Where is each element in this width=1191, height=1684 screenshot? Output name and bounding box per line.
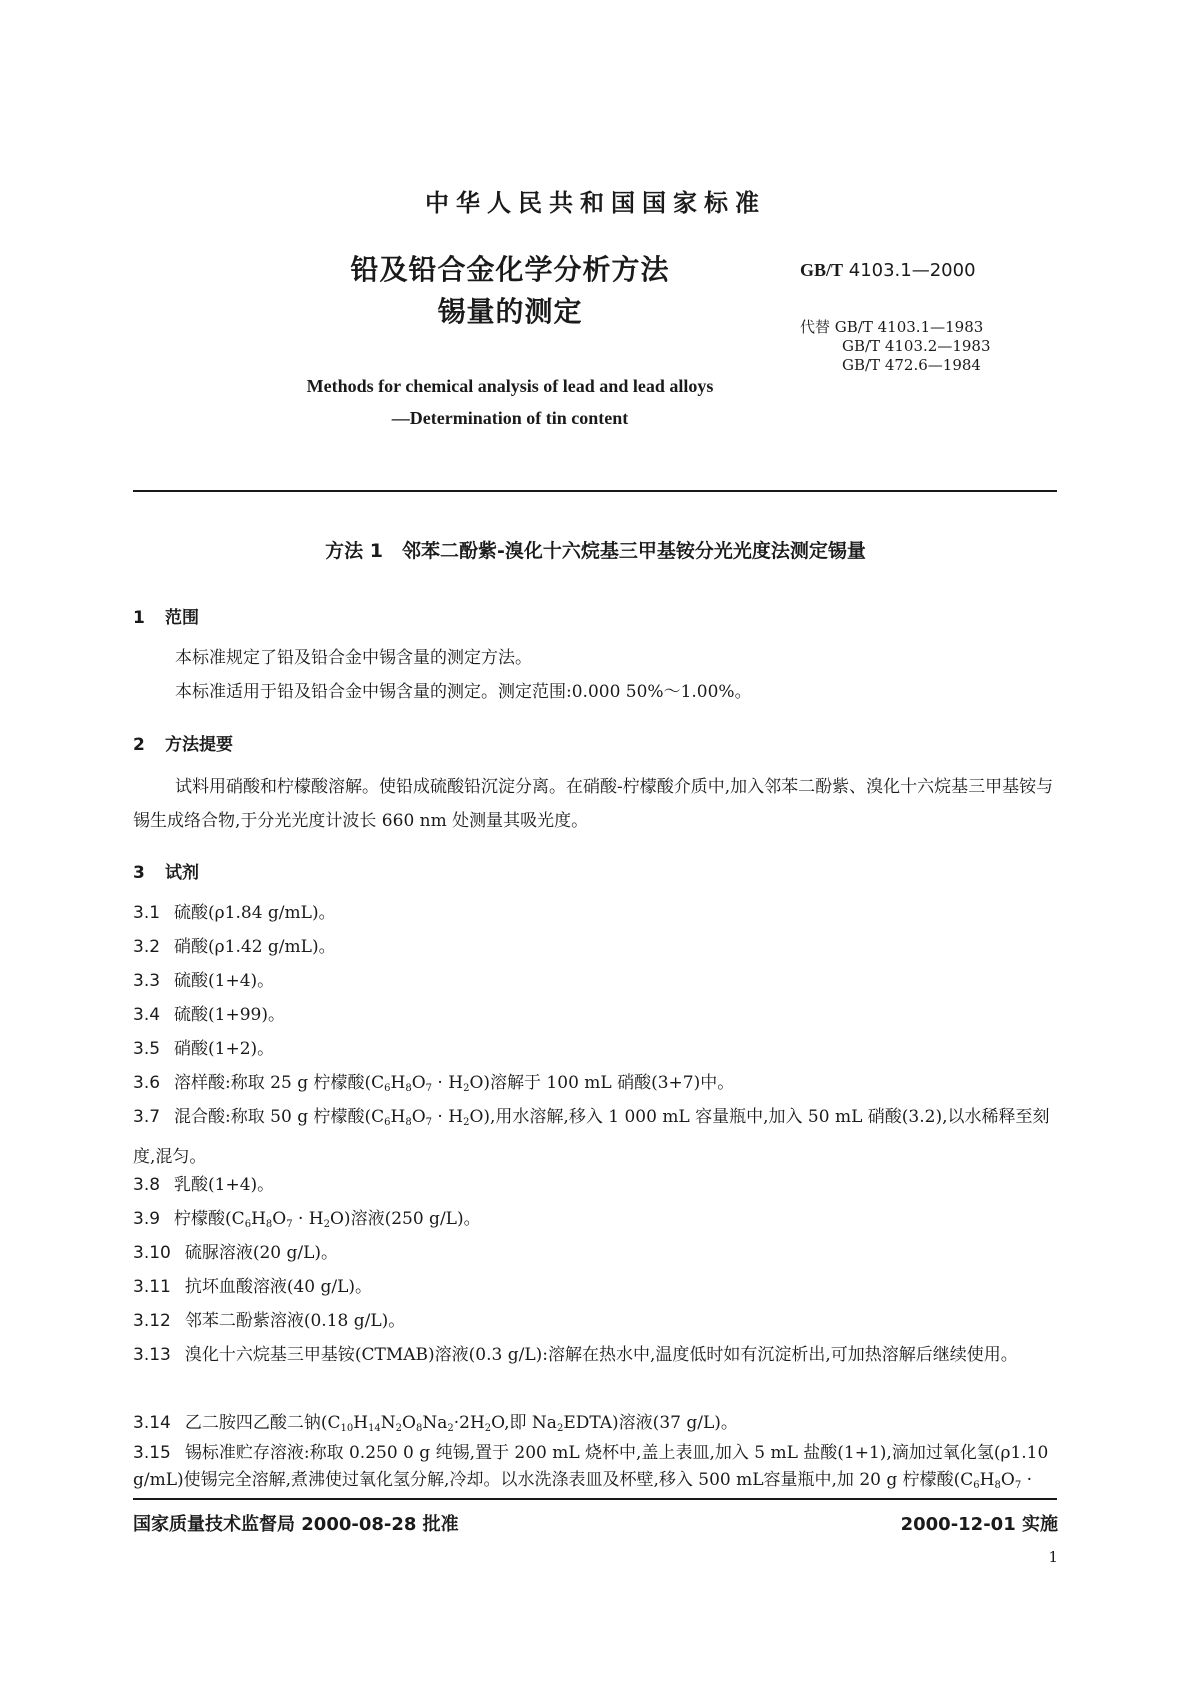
reagent-text: 硝酸(ρ1.42 g/mL)。: [174, 937, 336, 957]
reagent-item: 3.7 混合酸:称取 50 g 柠檬酸$(C_6H_8O_7 \cdot H_2O)$,用水溶解,移入 1 000 mL 容量瓶中,加入 50 mL 硝酸(3.2),以水稀释至刻度,混匀。: [133, 1107, 1050, 1167]
subscript: 7: [425, 1117, 433, 1128]
reagent-item: [133, 964, 1057, 998]
reagent-item: [133, 1032, 1057, 1066]
formula-part: ·: [1026, 1470, 1032, 1490]
reagent-number: 3.5: [133, 1039, 161, 1059]
reagent-item: [133, 930, 1057, 964]
reagent-number: 3.4: [133, 1005, 161, 1025]
subscript: 2: [556, 1423, 564, 1434]
subscript: 7: [1014, 1480, 1022, 1491]
subscript: 8: [994, 1480, 1001, 1491]
reagent-item: 3.6 溶样酸:称取 25 g 柠檬酸$(C_6H_8O_7 \cdot H_2O)$溶解于 100 mL 硝酸(3+7)中。: [133, 1073, 735, 1094]
reagent-text: 硫脲溶液(20 g/L)。: [184, 1243, 339, 1263]
approval-text: 国家质量技术监督局 2000-08-28 批准: [133, 1514, 459, 1535]
reagent-text: 乳酸(1+4)。: [174, 1175, 275, 1195]
section-title: 方法提要: [165, 735, 233, 755]
reagent-number: 3.10: [133, 1243, 171, 1263]
formula-part: O): [469, 1107, 491, 1127]
subscript: 7: [425, 1083, 433, 1094]
reagent-number: 3.1: [133, 903, 161, 923]
reagent-number: 3.6: [133, 1073, 161, 1093]
reagent-number: 3.2: [133, 937, 161, 957]
reagent-text: 乙二胺四乙酸二钠(C: [184, 1413, 341, 1433]
header-title: 中华人民共和国国家标准: [425, 189, 766, 217]
subscript: 2: [484, 1423, 492, 1434]
reagent-text: 柠檬酸(C: [174, 1209, 245, 1229]
reagent-text: 溴化十六烷基三甲基铵(CTMAB)溶液(0.3 g/L):溶解在热水中,温度低时如有沉淀析出,可加热溶解后继续使用。: [184, 1345, 1018, 1365]
paragraph: 本标准适用于铅及铅合金中锡含量的测定。测定范围:0.000 50%～1.00%。: [175, 682, 752, 702]
standard-code-prefix: GB/T: [800, 260, 844, 280]
standard-code: [800, 260, 976, 281]
subscript: 8: [415, 1423, 423, 1434]
subscript: 14: [368, 1423, 381, 1434]
reagent-item: 3.15 锡标准贮存溶液:称取 0.250 0 g 纯锡,置于 200 mL 烧杯中,盖上表皿,加入 5 mL 盐酸(1+1),滴加过氧化氢(ρ1.10 g/mL)使锡完全溶解,煮沸使过氧化氢分解,冷却。以水洗涤表皿及杯壁,移入 500 mL容量瓶中,加 20 g 柠檬酸($C_6H_8O_7$ ·: [133, 1440, 1057, 1494]
section-title: 范围: [165, 608, 199, 628]
reagent-item: [133, 1168, 1057, 1202]
reagent-text: 硫酸(1+4)。: [174, 971, 275, 991]
reagent-item: [133, 896, 1057, 930]
reagent-number: 3.14: [133, 1413, 171, 1433]
reagent-text: 混合酸:称取 50 g 柠檬酸(C: [174, 1107, 385, 1127]
subscript: 10: [340, 1423, 354, 1434]
reagent-text: 溶液(250 g/L)。: [350, 1209, 481, 1229]
subscript: 7: [286, 1219, 293, 1230]
replaces-item: GB/T 472.6—1984: [842, 356, 981, 374]
subscript: 2: [463, 1117, 470, 1128]
implementation-text: 2000-12-01 实施: [900, 1514, 1058, 1535]
header-divider: [133, 490, 1057, 492]
reagent-number: 3.12: [133, 1311, 171, 1331]
reagent-text: 硫酸(ρ1.84 g/mL)。: [174, 903, 336, 923]
reagent-number: 3.15: [133, 1443, 171, 1463]
section-heading-1: [133, 603, 199, 628]
reagent-item: [133, 1236, 1057, 1270]
subscript: 2: [463, 1083, 470, 1094]
reagent-text: 邻苯二酚紫溶液(0.18 g/L)。: [184, 1311, 406, 1331]
en-title-line1: Methods for chemical analysis of lead and lead alloys: [306, 376, 714, 396]
section-heading-3: [133, 858, 199, 883]
formula-part: O): [330, 1209, 351, 1229]
reagent-text: ,即 Na: [504, 1413, 557, 1433]
subscript: 6: [384, 1117, 391, 1128]
footer-divider: [133, 1498, 1057, 1500]
subscript: 6: [973, 1480, 980, 1491]
reagent-number: 3.8: [133, 1175, 161, 1195]
en-title-line2: —Determination of tin content: [391, 408, 629, 428]
reagent-text: 溶解于 100 mL 硝酸(3+7)中。: [490, 1073, 735, 1093]
cn-title-line1: 铅及铅合金化学分析方法: [350, 253, 670, 286]
replaces-label: 代替: [800, 318, 831, 336]
subscript: 6: [384, 1083, 391, 1094]
standard-code-number: 4103.1—2000: [848, 260, 976, 281]
reagent-text: 锡标准贮存溶液:称取 0.250 0 g 纯锡,置于 200 mL 烧杯中,盖上表皿,加入 5 mL 盐酸(1+1),滴加过氧化氢(ρ1.10 g/mL)使锡完全溶解,煮沸使过氧化氢分解,冷却。以水洗涤表皿及杯壁,移入 500 mL容量瓶中,加 20 g 柠檬酸(C: [133, 1443, 1049, 1490]
formula-part: ·2H: [453, 1413, 485, 1433]
reagent-item: [133, 998, 1057, 1032]
reagent-number: 3.3: [133, 971, 161, 991]
subscript: 2: [447, 1423, 454, 1434]
reagent-text: 硝酸(1+2)。: [174, 1039, 275, 1059]
reagent-number: 3.9: [133, 1209, 161, 1229]
reagent-item: [133, 1338, 1057, 1372]
subscript: 8: [405, 1117, 412, 1128]
paragraph: 试料用硝酸和柠檬酸溶解。使铅成硫酸铅沉淀分离。在硝酸-柠檬酸介质中,加入邻苯二酚紫、溴化十六烷基三甲基铵与锡生成络合物,于分光光度计波长 660 nm 处测量其吸光度。: [133, 777, 1054, 831]
subscript: 2: [395, 1423, 403, 1434]
reagent-text: 溶样酸:称取 25 g 柠檬酸(C: [174, 1073, 385, 1093]
reagent-number: 3.11: [133, 1277, 171, 1297]
subscript: 8: [265, 1219, 273, 1230]
cn-title-line2: 锡量的测定: [437, 295, 583, 328]
section-number: 1: [133, 608, 145, 628]
subscript: 2: [323, 1219, 330, 1230]
reagent-item: 3.14 乙二胺四乙酸二钠($C_{10}H_{14}N_2O_8Na_2\cdot 2H_2O$,即 $Na_2EDTA$)溶液(37 g/L)。: [133, 1413, 738, 1434]
section-number: 2: [133, 735, 145, 755]
section-title: 试剂: [165, 863, 199, 883]
reagent-text: ,用水溶解,移入 1 000 mL 容量瓶中,加入 50 mL 硝酸(3.2),以水稀释至刻度,混匀。: [133, 1107, 1050, 1167]
subscript: 6: [244, 1219, 252, 1230]
page-number: 1: [1048, 1548, 1058, 1566]
formula-part: · H: [292, 1209, 324, 1229]
method-title: 方法 1 邻苯二酚紫-溴化十六烷基三甲基铵分光光度法测定锡量: [325, 540, 866, 562]
section-number: 3: [133, 863, 145, 883]
formula-part: · H: [432, 1107, 464, 1127]
formula-part: · H: [432, 1073, 464, 1093]
replaces-item: GB/T 4103.1—1983: [834, 318, 984, 336]
replaces-item: GB/T 4103.2—1983: [842, 337, 991, 355]
reagent-number: 3.7: [133, 1107, 161, 1127]
section-heading-2: [133, 730, 233, 755]
paragraph: 本标准规定了铅及铅合金中锡含量的测定方法。: [175, 648, 532, 668]
reagent-item: 3.9 柠檬酸$(C_6H_8O_7 \cdot H_2O)$溶液(250 g/L)。: [133, 1209, 481, 1230]
reagent-item: [133, 1304, 1057, 1338]
reagent-text: EDTA)溶液(37 g/L)。: [563, 1413, 738, 1433]
replaces-block: [800, 318, 991, 375]
subscript: 8: [405, 1083, 412, 1094]
reagent-item: [133, 1270, 1057, 1304]
reagent-text: 硫酸(1+99)。: [174, 1005, 286, 1025]
formula-part: O): [469, 1073, 491, 1093]
reagent-number: 3.13: [133, 1345, 171, 1365]
reagent-text: 抗坏血酸溶液(40 g/L)。: [184, 1277, 373, 1297]
